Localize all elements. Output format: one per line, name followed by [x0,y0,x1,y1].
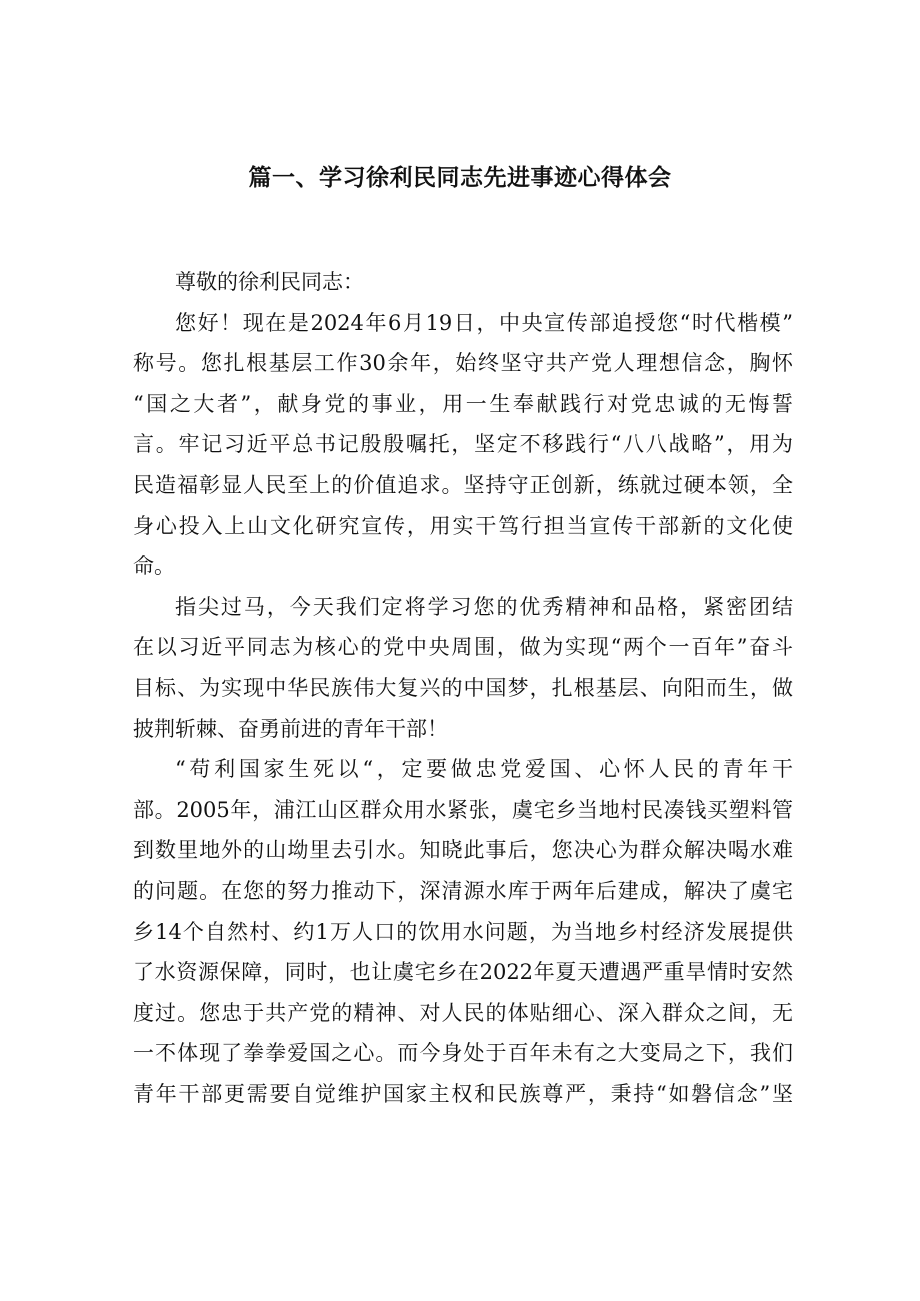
paragraph-line: 一不体现了拳拳爱国之心。而今身处于百年未有之大变局之下，我们 [133,1041,793,1066]
paragraph-line: 命。 [133,554,175,579]
paragraph-line: 身心投入上山文化研究宣传，用实干笃行担当宣传干部新的文化使 [133,513,793,538]
paragraph-line: 目标、为实现中华民族伟大复兴的中国梦，扎根基层、向阳而生，做 [133,675,793,700]
paragraph-3 [133,749,793,1114]
paragraph-line: 部。2005年，浦江山区群众用水紧张，虞宅乡当地村民凑钱买塑料管 [133,797,793,822]
paragraph-line: 度过。您忠于共产党的精神、对人民的体贴细心、深入群众之间，无 [133,1000,793,1025]
document-body [133,262,793,1114]
paragraph-line: 青年干部更需要自觉维护国家主权和民族尊严，秉持“如磐信念”坚 [133,1081,793,1106]
paragraph-line: 乡14个自然村、约1万人口的饮用水问题，为当地乡村经济发展提供 [133,919,793,944]
paragraph-line: 民造福彰显人民至上的价值追求。坚持守正创新，练就过硬本领，全 [133,472,793,497]
paragraph-line: 称号。您扎根基层工作30余年，始终坚守共产党人理想信念，胸怀 [133,351,793,376]
paragraph-line: 了水资源保障，同时，也让虞宅乡在2022年夏天遭遇严重旱情时安然 [133,960,793,985]
paragraph-1 [133,303,793,587]
paragraph-line: 披荆斩棘、奋勇前进的青年干部！ [133,716,448,741]
paragraph-line: 言。牢记习近平总书记殷殷嘱托，坚定不移践行“八八战略”，用为 [133,432,793,457]
paragraph-line: 到数里地外的山坳里去引水。知晓此事后，您决心为群众解决喝水难 [133,838,793,863]
paragraph-line: “国之大者”，献身党的事业，用一生奉献践行对党忠诚的无悔誓 [133,391,793,416]
paragraph-2 [133,587,793,749]
document-title: 篇一、学习徐利民同志先进事迹心得体会 [248,165,672,191]
paragraph-line: 您好！现在是2024年6月19日，中央宣传部追授您“时代楷模” [175,310,793,335]
paragraph-line: 在以习近平同志为核心的党中央周围，做为实现“两个一百年”奋斗 [133,635,793,660]
paragraph-line: “苟利国家生死以“，定要做忠党爱国、心怀人民的青年干 [175,757,793,782]
paragraph-line: 指尖过马，今天我们定将学习您的优秀精神和品格，紧密团结 [175,594,793,619]
paragraph-line: 的问题。在您的努力推动下，深清源水库于两年后建成，解决了虞宅 [133,878,793,903]
salutation: 尊敬的徐利民同志： [175,270,364,294]
